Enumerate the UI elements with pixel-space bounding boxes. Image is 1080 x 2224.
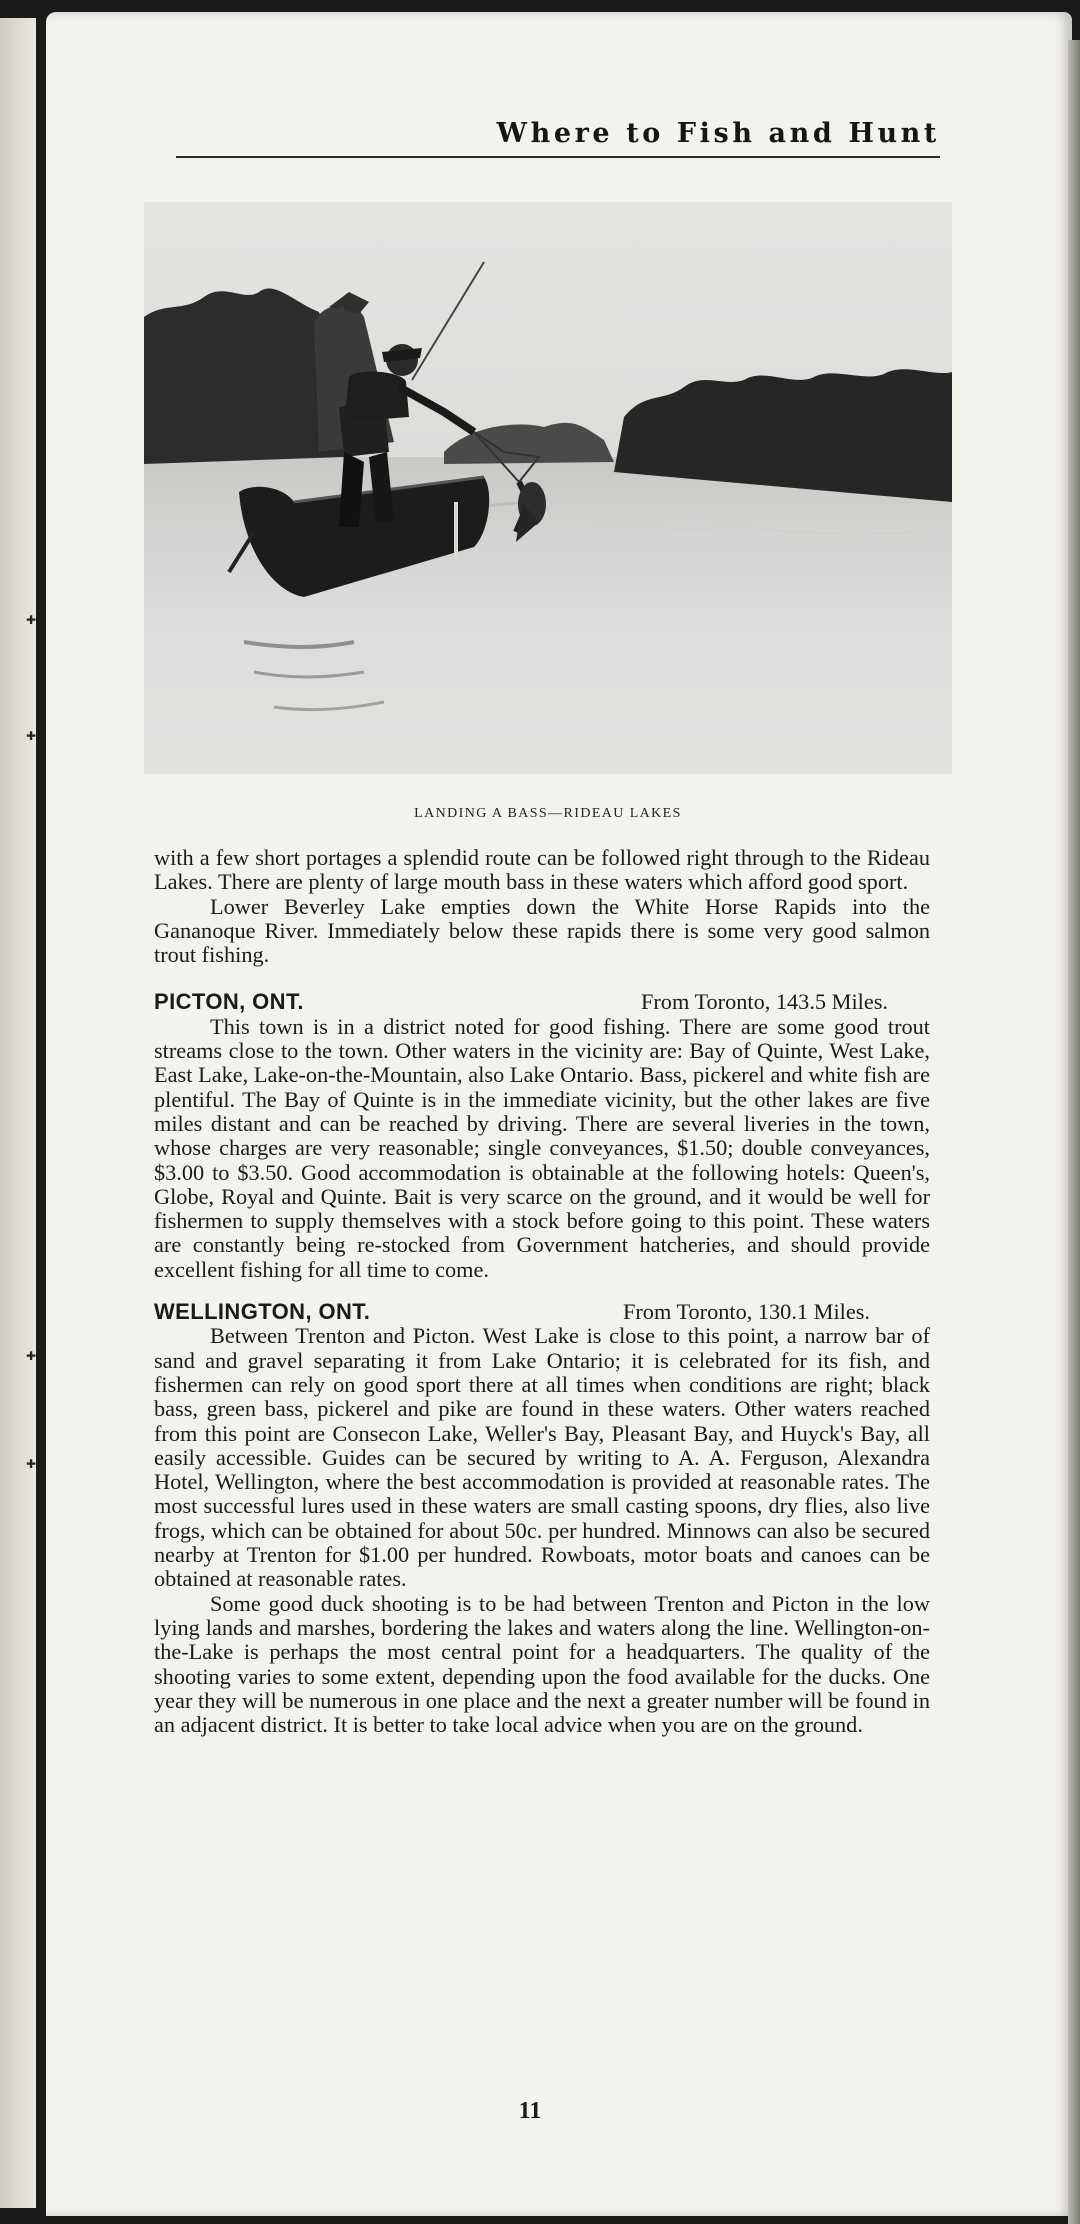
- running-header: Where to Fish and Hunt: [496, 118, 940, 149]
- binding-stitch-mark: ✚: [26, 729, 37, 743]
- page-edge-shadow: [1068, 40, 1080, 2224]
- photograph: [144, 202, 952, 774]
- fishing-photo-image: [144, 202, 952, 774]
- section-title: PICTON, ONT.: [154, 989, 304, 1015]
- wellington-paragraph: Between Trenton and Picton. West Lake is close to this point, a narrow bar of sand and gravel separating it from Lake Ontario; it is celebrated for its fish, and fishermen can rely on good sport there at all times when conditions are right; black bass, green bass, pickerel and pike are found in these waters. Other waters reached from this point are Consecon Lake, Weller's Bay, Pleasant Bay, and Huyck's Bay, all easily accessible. Guides can be secured by writing to A. A. Ferguson, Alexandra Hotel, Wellington, where the best accommodation is provided at reasonable rates. The most successful lures used in these waters are small casting spoons, dry flies, also live frogs, which can be obtained for about 50c. per hundred. Minnows can also be secured nearby at Trenton for $1.00 per hundred. Rowboats, motor boats and canoes can be obtained at reasonable rates.: [154, 1323, 930, 1592]
- facing-page-edge: [0, 18, 36, 2208]
- figure-caption: LANDING A BASS—RIDEAU LAKES: [414, 806, 682, 821]
- page-number: 11: [518, 2098, 542, 2124]
- continued-paragraph: with a few short portages a splendid route can be followed right through to the Rideau Lakes. There are plenty of large mouth bass in these waters which afford good sport.: [154, 845, 930, 895]
- picton-paragraph: This town is in a district noted for good fishing. There are some good trout streams close to the town. Other waters in the vicinity are: Bay of Quinte, West Lake, East Lake, Lake-on-the-Mountain, also Lake Ontario. Bass, pickerel and white fish are plentiful. The Bay of Quinte is in the immediate vicinity, but the other lakes are five miles distant and can be reached by driving. There are several liveries in the town, whose charges are very reasonable; single conveyances, $1.50; double conveyances, $3.00 to $3.50. Good accommodation is obtainable at the following hotels: Queen's, Globe, Royal and Quinte. Bait is very scarce on the ground, and it would be well for fishermen to supply themselves with a stock before going to this point. These waters are constantly being re-stocked from Government hatcheries, and should provide excellent fishing for all time to come.: [154, 1013, 930, 1282]
- article-body: [154, 846, 930, 1737]
- binding-stitch-mark: ✚: [26, 1349, 37, 1363]
- section-distance: From Toronto, 143.5 Miles.: [640, 989, 888, 1015]
- section-distance: From Toronto, 130.1 Miles.: [622, 1299, 870, 1325]
- wellington-heading: [154, 1300, 930, 1324]
- binding-stitch-mark: ✚: [26, 1457, 37, 1471]
- binding-stitch-mark: ✚: [26, 613, 37, 627]
- duck-shooting-paragraph: Some good duck shooting is to be had between Trenton and Picton in the low lying lands and marshes, bordering the lakes and waters along the line. Wellington-on-the-Lake is perhaps the most central point for a headquarters. The quality of the shooting varies to some extent, depending upon the food available for the ducks. One year they will be numerous in one place and the next a greater number will be found in an adjacent district. It is better to take local advice when you are on the ground.: [154, 1590, 930, 1738]
- picton-heading: [154, 990, 930, 1014]
- header-rule: [176, 156, 940, 158]
- section-title: WELLINGTON, ONT.: [154, 1299, 371, 1325]
- beverley-lake-paragraph: Lower Beverley Lake empties down the White Horse Rapids into the Gananoque River. Immediately below these rapids there is some very good salmon trout fishing.: [154, 893, 930, 968]
